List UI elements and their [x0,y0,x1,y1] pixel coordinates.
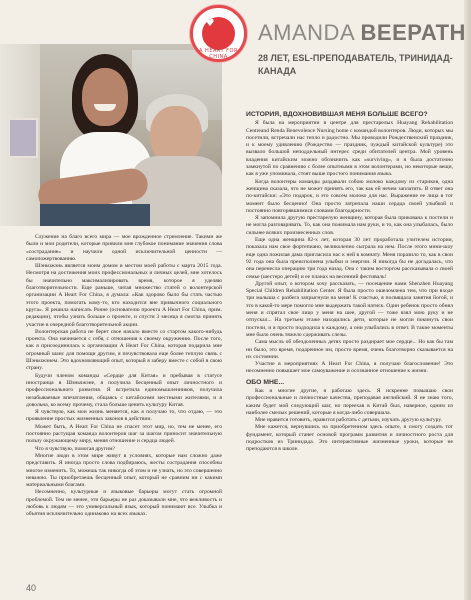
paragraph: Как и многие другие, я работаю здесь. Я искренне повышаю свои профессиональные и личностные качества, преподавая английский. Я не знаю того, каким будет мой следующий шаг, но переехав в Китай был, наверное, одним из наиболее смелых решений, которые я когда-либо совершала. [246,387,453,416]
paragraph: Несомненно, культурные и языковые барьеры могут стать огромной проблемой. Тем не менее, эти барьеры не раз доказывали мне, что вежливость и любовь к людям — это универсальный язык, который понимают все. Улыбка и объятия исключительно одинаково на всех языках. [26,489,222,518]
paragraph: Что я чувствую, помогая другим? [35,445,115,452]
paragraph: Служение на благо всего мира — мое врожденное стремление. Такими же были и мои родители, которые привили мне глубокое понимание значения слова «сострадание» и научили одной исключительной ценности — самопожертвованию. [26,234,222,262]
name-first: AMANDA [258,20,354,45]
paragraph: Волонтерская работа не берет свое начало вместе со стартом какого-нибудь проекта. Она начинается с себя, с отношения к своему окружению. После того, как я присоединилась к организации A Heart For China, которая подарила мне огромный шанс для помощи другим, я почувствовала еще более теплую связь с Шэньчжэнем. Это вдохновляющий опыт, который я заберу вместе с собой в свою страну. [26,328,222,372]
paragraph: Мне нравится готовить, нравится работать с детьми, изучать другую культуру. [255,417,443,424]
page-number: 40 [26,583,37,593]
article-title [258,20,466,46]
paragraph: Когда волонтеры команды раздавали собою молоко каждому из стариков, одна женщина сказала, что не может принять его, так как ей нечем заплатить. В ответ она по-китайски: «Это подарок, и это совсем молоко для нас. Выражение ее лица в тот момент было бесценно! Она просто затрепала наши сердца своей улыбкой и постоянно повторявшимися словами благодарности. [246,178,453,214]
paragraph: Шэньчжэнь является моим домом и местом моей работы с марта 2015 года. Несмотря на достижения моих профессиональных и личных целей, мне хотелось бы значительно максимализировать время, которое я уделяю благотворительности. Еще раньше, читая множество статей о волонтерской организации A Heart For China, я думала: «Как здорово было бы стать частью этого проекта, помогать кому-то, кто находится вне привычного социального круга». Я решила написать Ронне (основателю проекта A Heart For China, прим. редакции), чтобы узнать больше о проекте, и спустя 3 месяца я смогла принять участие в очередной благотворительной акции. [26,263,222,328]
heart-icon: ♥ [205,18,215,29]
name-last: BEEPATH [360,20,466,45]
paragraph: Будучи членом команды «Сердце для Китая» и пребывая в статусе иностранца в Шэньчжэне, я получила бесценный опыт личностного и профессионального развития. Я встретила единомышленников, получила незабываемые впечатления, общаясь с китайскими местными жителями, и я довольна, ко всему прочему, стала больше ценить культуру Китая. [26,372,222,408]
paragraph: Многие люди в этом мире живут в условиях, которые нам сложно даже представить. Я иногда просто слова подбираюсь, жесты сострадания способны многое изменить. То, можешь так никогда об этом и не узнать, но это совершенно неважно. Ты приобретаешь бесценный опыт, который не сравним ни с какими материальными благами. [26,452,222,489]
paragraph: Участие в мероприятиях A Heart For China, я получаю благословение! Это несомненно повышает мое самоуважение и осознанное отношение к жизни. [246,361,453,375]
paragraph: Я была на мероприятии в центре для престарелых Huayang Rehabilitation Centreand Renda Benevolence Nursing home с командой волонтеров. Люди, которых мы посетили, встречали нас тепло и радостно. Мы проводили Рождественский праздник, и к моему удивлению (Рождество — праздник, чуждый китайской культуре) это вызвало большой неподдельный интерес среди обитателей центра. Мой уровень владения китайским можно обозначить как «surviving», и я была достаточно замкнутой по сравнению с более опытными в этом волонтерами, но некоторые вещи, как я уже упоминала, стоят выше простого понимания языка. [246,120,453,178]
left-column [26,234,222,574]
heart-for-china-logo [190,5,247,62]
paragraph: Я запомнила другую престарелую женщину, которая была прикована к постели и не могла разговаривать. То, как она пожимала нам руки, и то, как она улыбалась, было сильнее всяких произнесенных слов. [246,215,453,236]
article-subtitle: 28 ЛЕТ, ESL-ПРЕПОДАВАТЕЛЬ, ТРИНИДАД-КАНАДА [258,53,453,76]
section-heading: ОБО МНЕ... [246,378,285,386]
paragraph: Может быть, A Heart For China не спасет этот мир, но, тем не менее, его постоянно растущая команда волонтеров шаг за шагом приносит значительную пользу окружающему миру, меняя отношение и сердца людей. [26,423,222,445]
paragraph: Еще одна женщина 82-х лет, которая 30 лет проработала учителем истории, показала нам свое фортепиано, великолепно сыграла на нем. После этого мини-шоу еще одна пожилая дама пригласила нас к ней в комнату. Меня поразило то, как в свои 92 года она была преисполнена улыбки и энергии. Я никогда бы не догадалась, что она перенесла операцию три года назад. Она с таким восторгом рассказывала о своей семье (шестеро детей) и ее планах на весенний фестиваль! [246,237,453,280]
paragraph: Другой опыт, о котором хочу рассказать, — посещение нами Shenzhen Huayang Special Children Rehabilitation Center. Я была просто ошеломлена тем, что при входе три малыша с разбега запрыгнули на меня! К счастью, я посвящала занятия йогой, и это в какой-то мере помогло мне выдержать такой натиск. Один ребенок просто обнял меня и спрятал свое лицо у меня на шее, другой — тоже взял мою руку и не отпускал... На третьем этаже находились дети, которые не могли покинуть свои постели, и я просто подходила к каждому, а они улыбались в ответ. В такие моменты мне было очень тяжело сдерживать слезы. [246,280,453,338]
right-column [246,108,453,578]
paragraph: Я чувствую, как мои жизнь меняется, как я получаю то, что отдаю, — это проявление простых жизненных законов в действии. [26,409,222,423]
section-heading: ИСТОРИЯ, ВДОХНОВИВШАЯ МЕНЯ БОЛЬШЕ ВСЕГО? [246,111,428,118]
logo-text: A HEART FOR CHINA [199,48,238,60]
page-edge [464,0,471,600]
photo-volunteer-with-elderly-woman [0,44,222,226]
paragraph: Сама мысль об обездоленных детях просто раздирает мое сердце... Но как бы там ни было, это время, подаренное им, просто время, очень благотворно сказывается на их состоянии. [246,339,453,360]
paragraph: Мне кажется, вернувшись на приобретенном здесь опыте, я смогу создать тот фундамент, который станет основой программ развития и личностного роста для подростков из Тринидада. Это интерактивные жизненные уроки, которые не преподаются в школе. [246,424,453,453]
